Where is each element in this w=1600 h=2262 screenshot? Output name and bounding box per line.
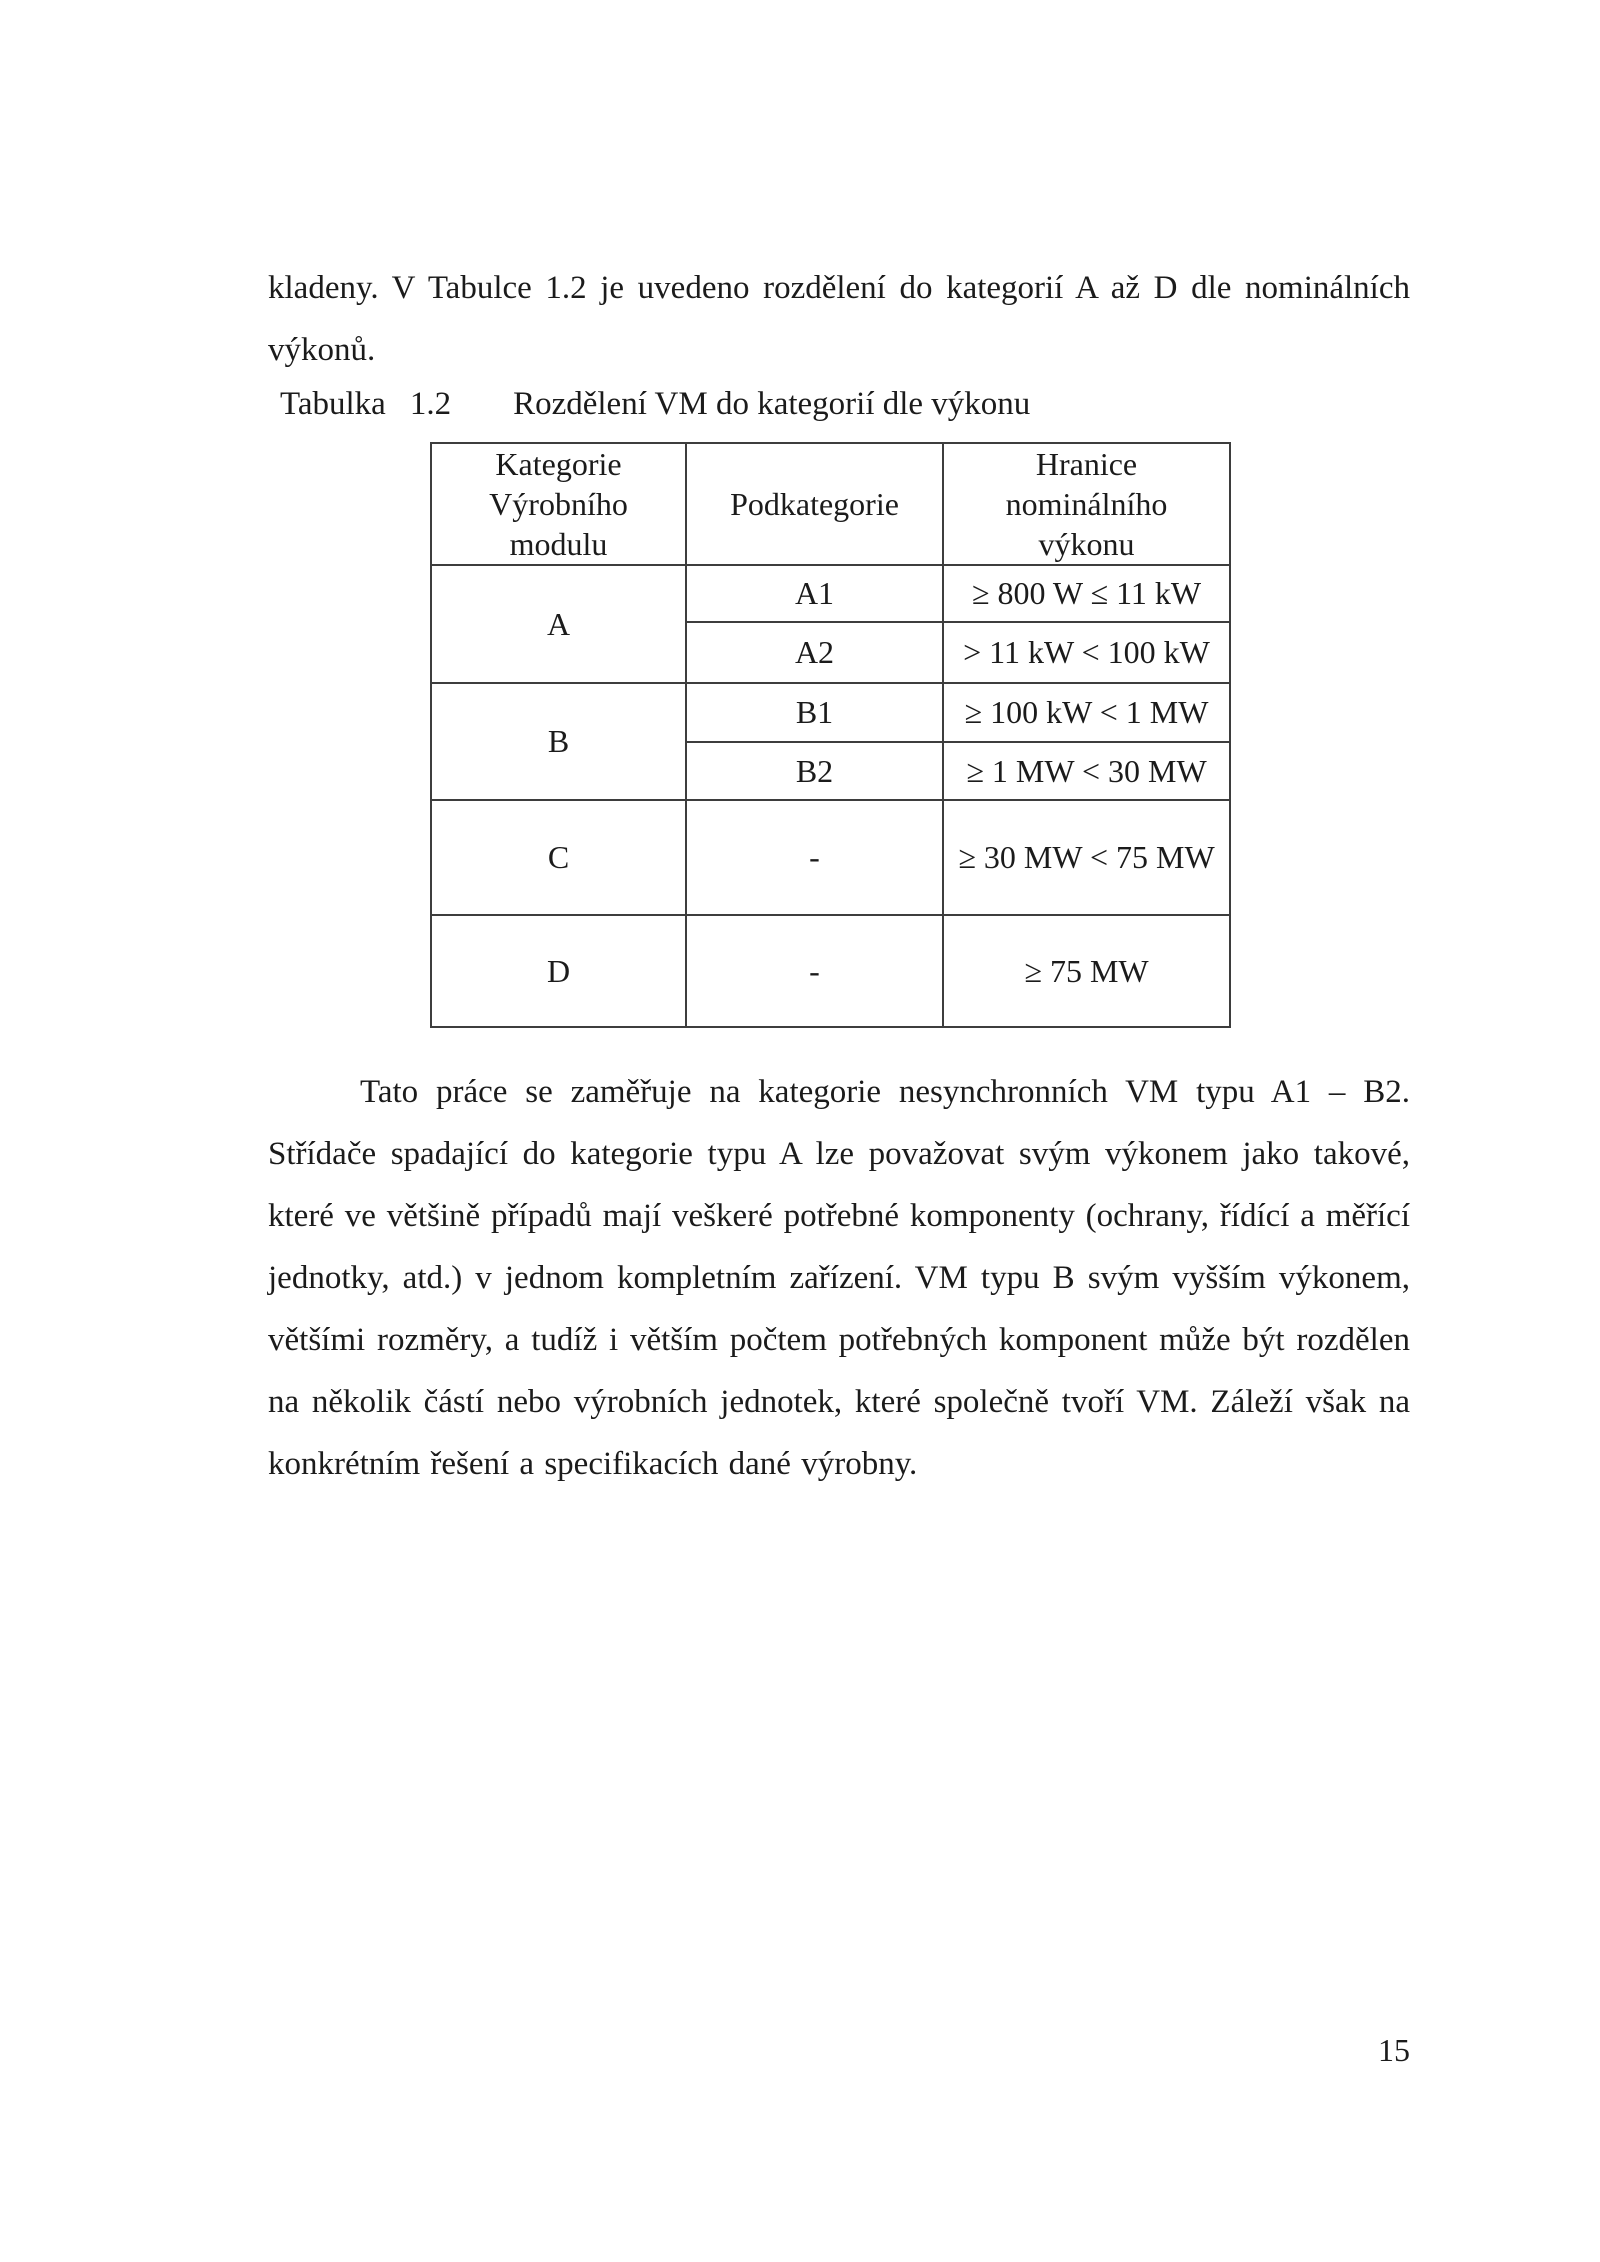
table-caption-label: Tabulka <box>280 386 386 422</box>
cell-subcategory-a2: A2 <box>686 622 943 683</box>
cell-range-c: ≥ 30 MW < 75 MW <box>943 800 1230 915</box>
cell-subcategory-a1: A1 <box>686 565 943 622</box>
cell-subcategory-b2: B2 <box>686 742 943 800</box>
table-caption-number: 1.2 <box>409 386 452 422</box>
header-power-line2: výkonu <box>1038 526 1135 562</box>
category-table <box>430 442 1231 1028</box>
cell-range-d: ≥ 75 MW <box>943 915 1230 1027</box>
table-row-d <box>431 915 1230 1027</box>
cell-category-b: B <box>431 683 686 800</box>
cell-range-a2: > 11 kW < 100 kW <box>943 622 1230 683</box>
body-paragraph: Tato práce se zaměřuje na kategorie nesynchronních VM typu A1 – B2. Střídače spadající do kategorie typu A lze považovat svým výkonem jako takové, které ve většině případů mají veškeré potřebné komponenty (ochrany, řídící a měřící jednotky, atd.) v jednom kompletním zařízení. VM typu B svým vyšším výkonem, většími rozměry, a tudíž i větším počtem potřebných komponent může být rozdělen na několik částí nebo výrobních jednotek, které společně tvoří VM. Záleží však na konkrétním řešení a specifikacích dané výrobny. <box>268 1074 1410 1482</box>
cell-category-c: C <box>431 800 686 915</box>
intro-paragraph: kladeny. V Tabulce 1.2 je uvedeno rozdělení do kategorií A až D dle nominálních výkonů. <box>268 270 1410 368</box>
cell-range-b2: ≥ 1 MW < 30 MW <box>943 742 1230 800</box>
header-subcategory-label: Podkategorie <box>730 486 899 522</box>
header-power-limit <box>943 443 1230 565</box>
table-caption-title: Rozdělení VM do kategorií dle výkonu <box>513 386 1031 422</box>
table-row-a1 <box>431 565 1230 622</box>
table-row-b1 <box>431 683 1230 742</box>
header-power-line1: Hranice nominálního <box>1005 446 1168 522</box>
cell-range-a1: ≥ 800 W ≤ 11 kW <box>943 565 1230 622</box>
cell-subcategory-c: - <box>686 800 943 915</box>
table-header-row <box>431 443 1230 565</box>
page-number: 15 <box>1378 2032 1410 2068</box>
cell-range-b1: ≥ 100 kW < 1 MW <box>943 683 1230 742</box>
header-category-line1: Kategorie <box>495 446 622 482</box>
table-caption <box>280 384 1030 424</box>
cell-subcategory-b1: B1 <box>686 683 943 742</box>
header-category <box>431 443 686 565</box>
table-row-c <box>431 800 1230 915</box>
cell-subcategory-d: - <box>686 915 943 1027</box>
header-subcategory <box>686 443 943 565</box>
header-category-line2: Výrobního modulu <box>489 486 628 562</box>
cell-category-d: D <box>431 915 686 1027</box>
cell-category-a: A <box>431 565 686 683</box>
